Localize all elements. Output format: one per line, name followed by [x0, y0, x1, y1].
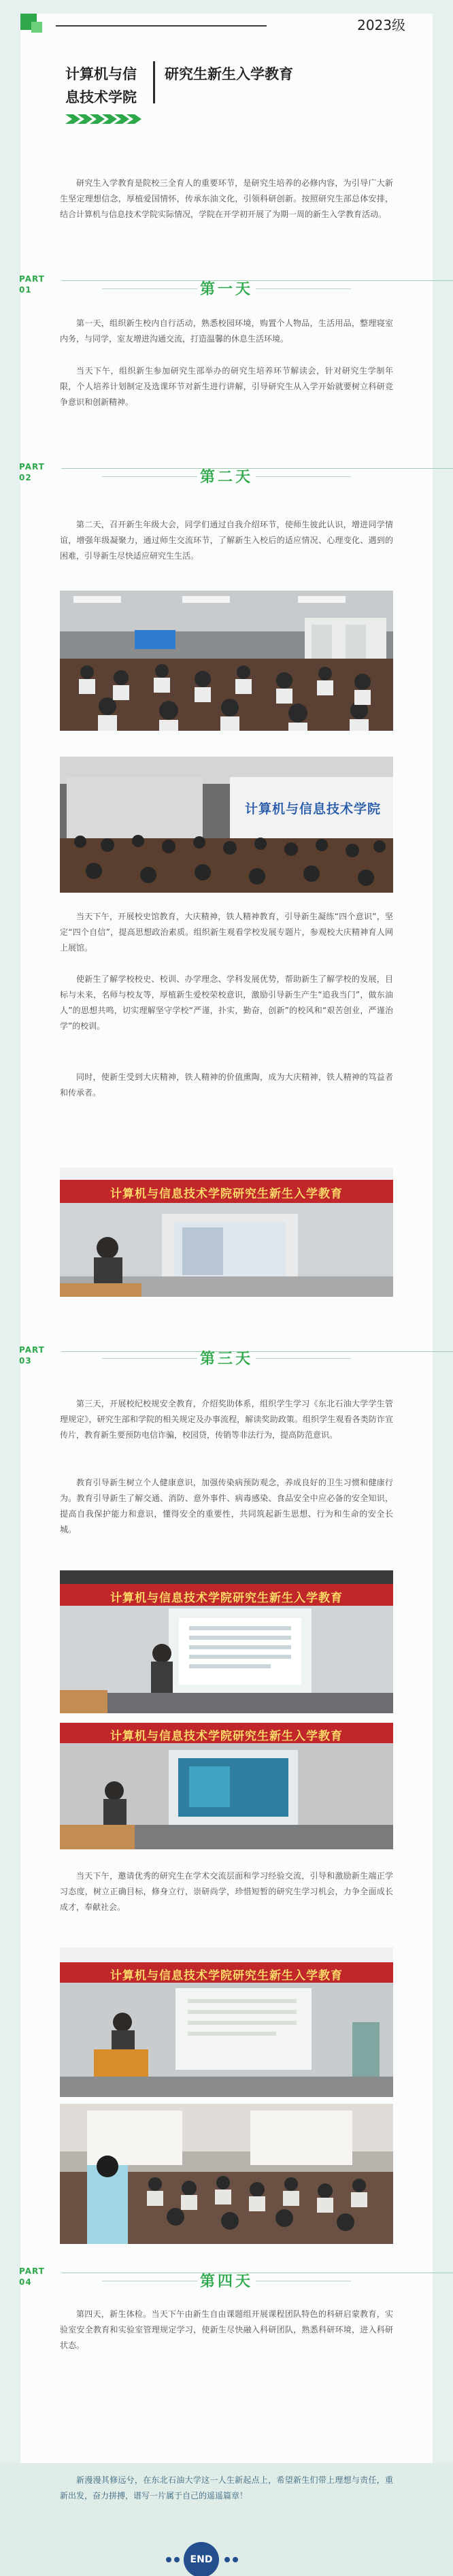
event-banner: 计算机与信息技术学院研究生新生入学教育	[110, 1969, 343, 1983]
part-label-02: PART 02	[19, 462, 45, 482]
day4-paragraph-1: 第四天，新生体检。当天下午由新生自由课题组开展课程团队特色的科研启蒙教育，实验室安全教育和实验室管理规定学习，使新生尽快融入科研团队，熟悉科研环境，进入科研状态。	[60, 2309, 393, 2350]
day1-paragraph-2: 当天下午，组织新生参加研究生部举办的研究生培养环节解读会，针对研究生学制年限，个人培养计划制定及选课环节对新生进行讲解，引导研究生从入学开始就要树立科研竞争意识和创新精神。	[60, 366, 393, 407]
day2-paragraph-2: 当天下午，开展校史馆教育，大庆精神，铁人精神教育，引导新生凝练“四个意识”，坚定“四个自信”，提高思想政治素质。组织新生观看学校发展专题片，参观校大庆精神育人网上展馆。	[60, 912, 393, 953]
photo-speaker-2	[60, 1570, 393, 1713]
title-divider	[153, 61, 155, 103]
photo-speaker-3	[60, 1723, 393, 1849]
event-banner: 计算机与信息技术学院研究生新生入学教育	[110, 1591, 343, 1605]
photo-speaker-4	[60, 1947, 393, 2097]
dot-right-icon	[233, 2557, 238, 2562]
day1-paragraph-1: 第一天，组织新生校内自行活动，熟悉校园环境，购置个人物品，生活用品，整理寝室内务，与同学，室友增进沟通交流，打造温馨的休息生活环境。	[60, 318, 393, 344]
day3-paragraph-3: 当天下午，邀请优秀的研究生在学术交流层面和学习经验交流，引导和激励新生端正学习态度，树立正确目标，修身立行，崇研尚学，珍惜短暂的研究生学习机会，力争全面成长成才，奉献社会。	[60, 1871, 393, 1912]
day3-paragraph-2: 教育引导新生树立个人健康意识，加强传染病预防观念，养成良好的卫生习惯和健康行为。教育引导新生了解交通、消防、意外事件、病毒感染、食品安全中应必备的安全知识，提高自我保护能力和意识，懂得安全的重要性，共同筑起新生思想、行为和生命的安全长城。	[60, 1478, 393, 1534]
chevron-arrows-icon	[65, 114, 174, 124]
logo-square-small-icon	[31, 22, 42, 33]
day2-paragraph-4: 同时，使新生受到大庆精神，铁人精神的价值熏陶，成为大庆精神，铁人精神的笃益者和传承者。	[60, 1072, 393, 1097]
cohort-year: 2023级	[357, 17, 405, 33]
intro-paragraph: 研究生入学教育是院校三全育人的重要环节，是研究生培养的必修内容，为引导广大新生坚定理想信念，厚植爱国情怀，传承东油文化，引领科研创新。按照研究生部总体安排，结合计算机与信息技术学院实际情况，学院在开学初开展了为期一周的新生入学教育活动。	[60, 178, 393, 219]
event-title: 研究生新生入学教育	[165, 66, 293, 82]
event-banner: 计算机与信息技术学院研究生新生入学教育	[110, 1187, 343, 1201]
section-title-day3: 第三天	[199, 1351, 253, 1368]
school-logo-sign: 计算机与信息技术学院	[245, 802, 382, 816]
part-label-04: PART 04	[19, 2266, 45, 2287]
photo-classroom	[60, 2104, 393, 2244]
section-title-day2: 第二天	[199, 469, 253, 486]
part-label-01: PART 01	[19, 274, 45, 295]
dot-left-icon	[166, 2557, 171, 2562]
dot-right-icon	[224, 2557, 230, 2562]
photo-lecture-hall	[60, 757, 393, 893]
end-badge: END	[184, 2542, 219, 2576]
day2-paragraph-1: 第二天，召开新生年级大会，同学们通过自我介绍环节，使师生彼此认识，增进同学情谊，增强年级凝聚力，通过师生交流环节，了解新生入校后的适应情况、心理变化、遇到的困难，引导新生尽快适应研究生生活。	[60, 520, 393, 561]
day2-paragraph-3: 使新生了解学校校史、校训、办学理念、学科发展优势，帮助新生了解学校的发展，目标与未来，名师与校友等，厚植新生爱校荣校意识，激励引导新生产生“追我当门”，做东油人”的思想共鸣，切实理解坚守学校“严谨，扑实，勤奋，创新”的校风和“艰苦创业，严谨治学”的校训。	[60, 974, 393, 1031]
dot-left-icon	[174, 2557, 180, 2562]
day3-paragraph-1: 第三天，开展校纪校规安全教育，介绍奖助体系，组织学生学习《东北石油大学学生管理规定》，研究生部和学院的相关规定及办事流程，解读奖助政策。组织学生观看各类防诈宣传片，教育新生要预防电信诈骗，校园贷，传销等非法行为，提高防范意识。	[60, 1399, 393, 1440]
event-banner: 计算机与信息技术学院研究生新生入学教育	[110, 1730, 343, 1743]
part-label-03: PART 03	[19, 1345, 45, 1366]
photo-speaker-1	[60, 1168, 393, 1297]
section-title-day4: 第四天	[199, 2273, 253, 2290]
header-divider	[56, 25, 267, 27]
closing-message: 新漫漫其修远兮，在东北石油大学这一人生新起点上，希望新生们带上理想与责任，重新出发，奋力拼搏，谱写一片属于自己的遥遥篇章！	[60, 2475, 393, 2500]
school-name-title: 计算机与信息技术学院	[65, 66, 137, 105]
photo-meeting-room	[60, 591, 393, 731]
section-title-day1: 第一天	[199, 281, 253, 298]
